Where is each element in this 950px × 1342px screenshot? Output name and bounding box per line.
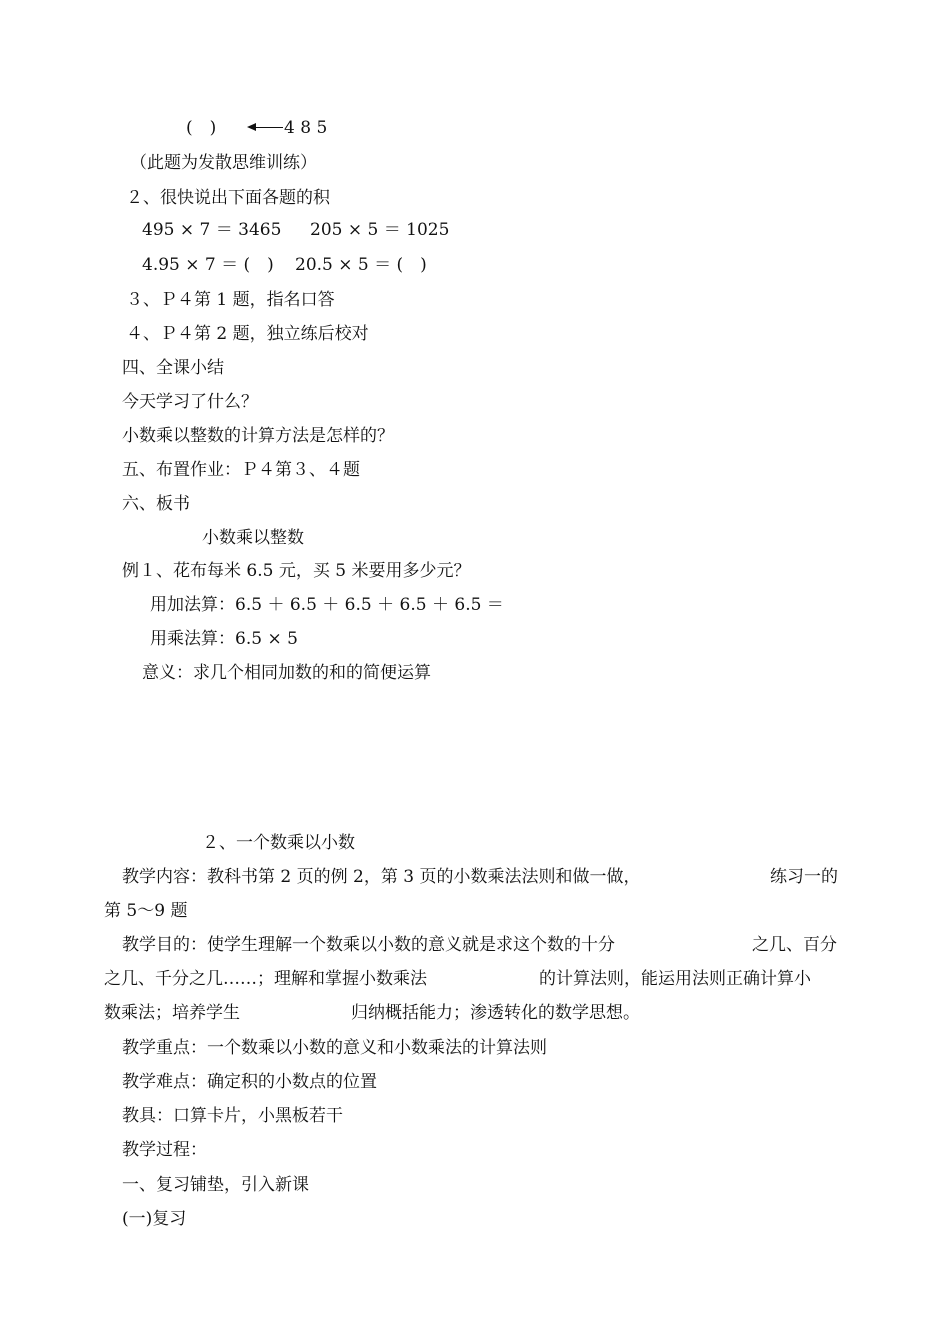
equation-1b: 205 × 5 ＝ 1025	[310, 220, 450, 240]
section-4-heading: 四、全课小结	[122, 358, 224, 378]
board-title: 小数乘以整数	[202, 528, 304, 548]
teaching-process: 教学过程：	[122, 1140, 207, 1160]
teaching-key-point: 教学重点：一个数乘以小数的意义和小数乘法的计算法则	[122, 1038, 547, 1058]
item-4: ４、Ｐ４第 2 题，独立练后校对	[126, 324, 369, 344]
teaching-tools: 教具：口算卡片，小黑板若干	[122, 1106, 343, 1126]
summary-question-2: 小数乘以整数的计算方法是怎样的？	[122, 426, 394, 446]
teaching-goal-cont-1: 之几、百分	[752, 935, 837, 955]
note: （此题为发散思维训练）	[130, 153, 317, 173]
step-1a-review: (一)复习	[122, 1209, 187, 1229]
step-1-heading: 一、复习铺垫，引入新课	[122, 1175, 309, 1195]
equation-1a: 495 × 7 ＝ 3465	[142, 220, 282, 240]
left-arrow-icon	[249, 127, 283, 128]
equation-2b: 20.5 × 5 ＝ ( )	[295, 255, 427, 275]
teaching-goal-line-3b: 归纳概括能力；渗透转化的数学思想。	[351, 1003, 640, 1023]
multiplication-method: 用乘法算：6.5 × 5	[150, 629, 298, 649]
meaning: 意义：求几个相同加数的和的简便运算	[142, 663, 431, 683]
teaching-goal-line-2a: 之几、千分之几……；理解和掌握小数乘法	[104, 969, 427, 989]
addition-method: 用加法算：6.5 ＋ 6.5 ＋ 6.5 ＋ 6.5 ＋ 6.5 ＝	[150, 595, 504, 615]
lesson-2-title: ２、一个数乘以小数	[202, 833, 355, 853]
summary-question-1: 今天学习了什么？	[122, 392, 258, 412]
teaching-content-cont: 练习一的	[770, 867, 838, 887]
teaching-content-end: 第 5～9 题	[104, 901, 188, 921]
equation-2a: 4.95 × 7 ＝ ( )	[142, 255, 274, 275]
teaching-goal-line-2b: 的计算法则，能运用法则正确计算小	[539, 969, 811, 989]
section-5-heading: 五、布置作业：Ｐ４第３、４题	[122, 460, 360, 480]
item-3: ３、Ｐ４第 1 题，指名口答	[126, 290, 335, 310]
teaching-content: 教学内容：教科书第 2 页的例 2，第 3 页的小数乘法法则和做一做，	[122, 867, 641, 887]
teaching-goal: 教学目的：使学生理解一个数乘以小数的意义就是求这个数的十分	[122, 935, 615, 955]
example-1: 例１、花布每米 6.5 元，买 5 米要用多少元？	[122, 561, 471, 581]
item-2: ２、很快说出下面各题的积	[126, 188, 330, 208]
digits: 4 8 5	[284, 118, 328, 138]
teaching-goal-line-3a: 数乘法；培养学生	[104, 1003, 240, 1023]
section-6-heading: 六、板书	[122, 494, 190, 514]
teaching-difficulty: 教学难点：确定积的小数点的位置	[122, 1072, 377, 1092]
blank-paren: ( )	[186, 118, 217, 138]
